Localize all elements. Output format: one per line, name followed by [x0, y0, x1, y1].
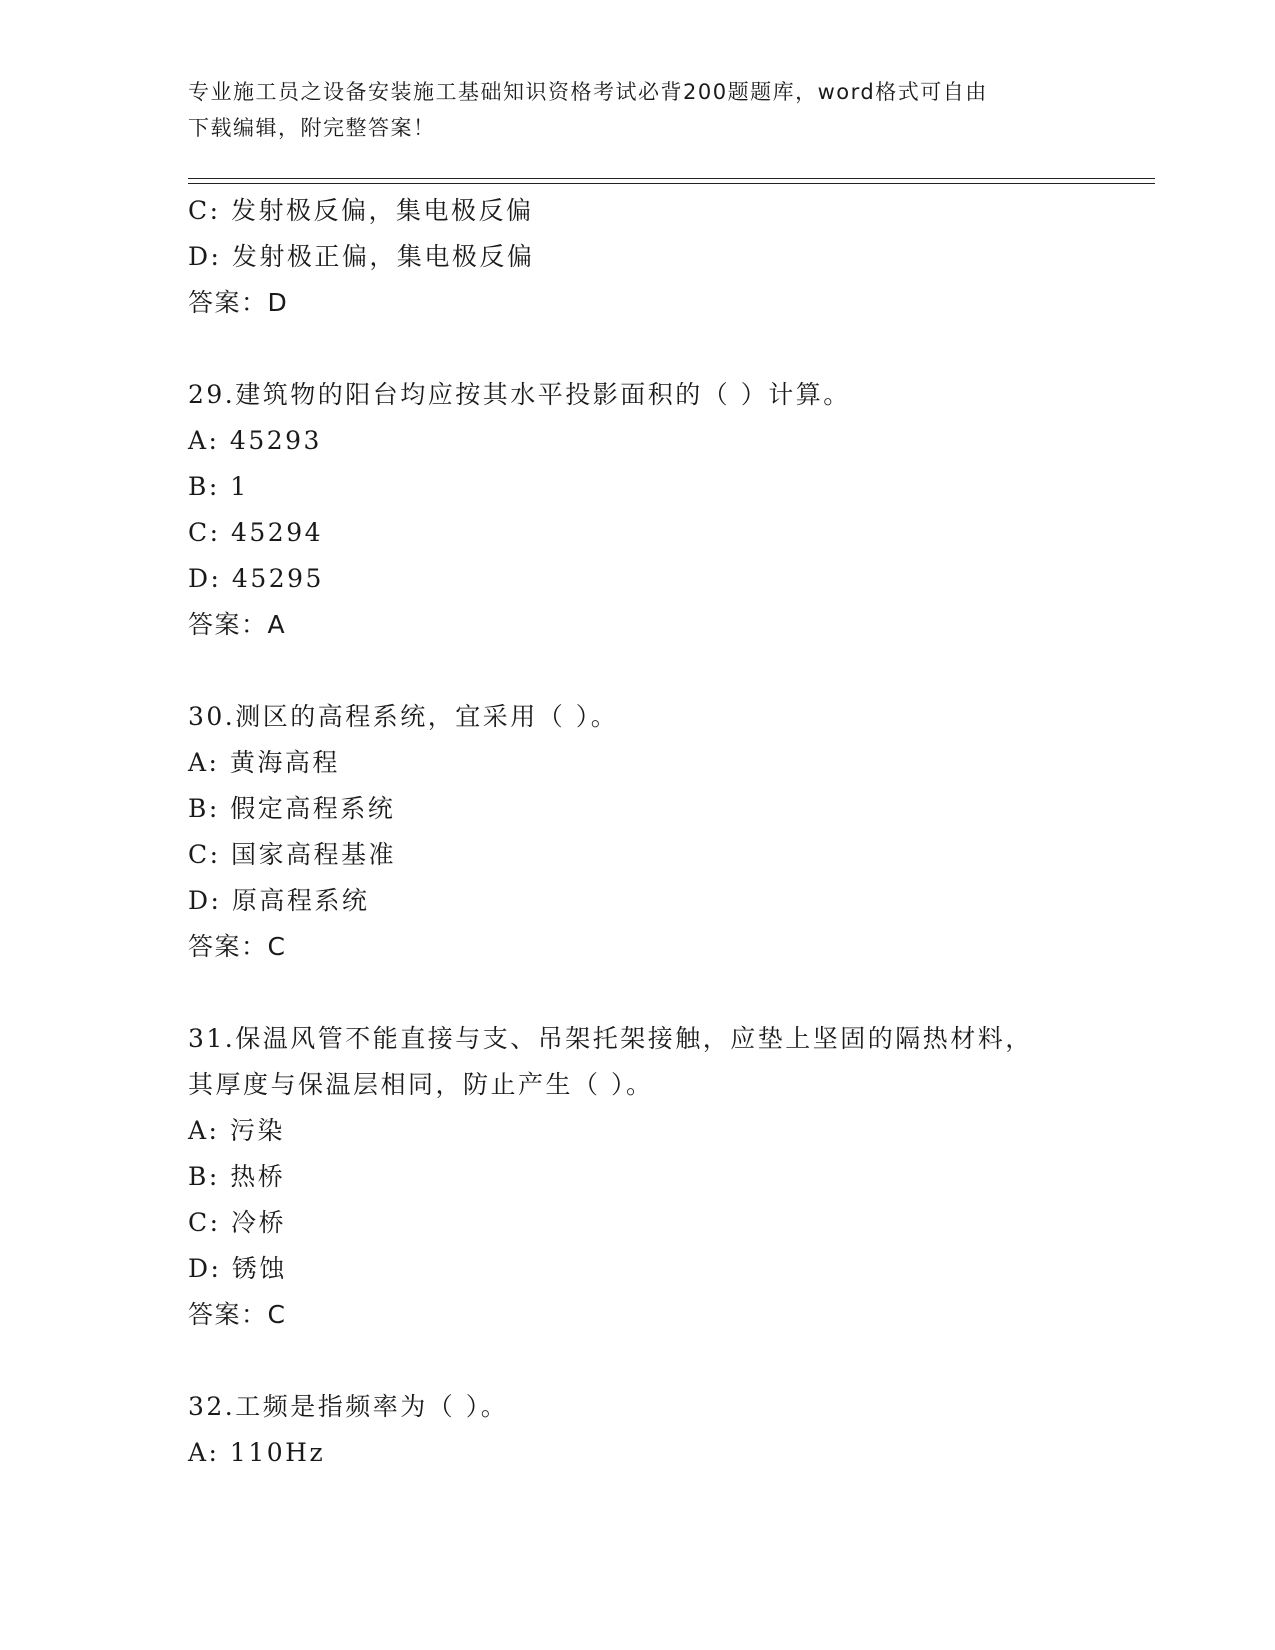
option-a: A: 黄海高程: [188, 748, 340, 777]
option-b: B: 热桥: [188, 1162, 286, 1191]
question-30: [188, 694, 1088, 970]
question-stem-line-2: 其厚度与保温层相同，防止产生（ ）。: [188, 1070, 654, 1099]
question-29: [188, 372, 1088, 648]
option-a: A: 110Hz: [188, 1438, 326, 1467]
option-d: D: 原高程系统: [188, 886, 370, 915]
header-line-2: 下载编辑，附完整答案！: [188, 116, 436, 140]
question-stem-line-1: 31.保温风管不能直接与支、吊架托架接触，应垫上坚固的隔热材料，: [188, 1024, 1033, 1053]
option-d: D: 锈蚀: [188, 1254, 287, 1283]
spacer: [188, 648, 1088, 694]
option-c: C: 冷桥: [188, 1208, 286, 1237]
answer: 答案：D: [188, 288, 289, 317]
question-list: [188, 188, 1088, 1476]
option-d: D: 45295: [188, 564, 324, 593]
document-header: [188, 74, 1088, 146]
question-28: [188, 188, 1088, 326]
option-c: C: 45294: [188, 518, 324, 547]
option-a: A: 45293: [188, 426, 322, 455]
option-b: B: 假定高程系统: [188, 794, 396, 823]
option-a: A: 污染: [188, 1116, 285, 1145]
header-divider-bottom: [188, 183, 1155, 184]
header-divider-top: [188, 178, 1155, 179]
question-32: [188, 1384, 1088, 1476]
spacer: [188, 326, 1088, 372]
answer: 答案：C: [188, 1300, 287, 1329]
spacer: [188, 970, 1088, 1016]
question-stem: 29.建筑物的阳台均应按其水平投影面积的（ ）计算。: [188, 380, 851, 409]
option-d: D: 发射极正偏，集电极反偏: [188, 242, 535, 271]
answer: 答案：C: [188, 932, 287, 961]
question-stem: 30.测区的高程系统，宜采用（ ）。: [188, 702, 619, 731]
spacer: [188, 1338, 1088, 1384]
option-c: C: 发射极反偏，集电极反偏: [188, 196, 534, 225]
answer: 答案：A: [188, 610, 287, 639]
header-line-1: 专业施工员之设备安装施工基础知识资格考试必背200题题库，word格式可自由: [188, 80, 988, 104]
question-31: [188, 1016, 1088, 1338]
question-stem: 32.工频是指频率为（ ）。: [188, 1392, 509, 1421]
option-c: C: 国家高程基准: [188, 840, 396, 869]
option-b: B: 1: [188, 472, 249, 501]
